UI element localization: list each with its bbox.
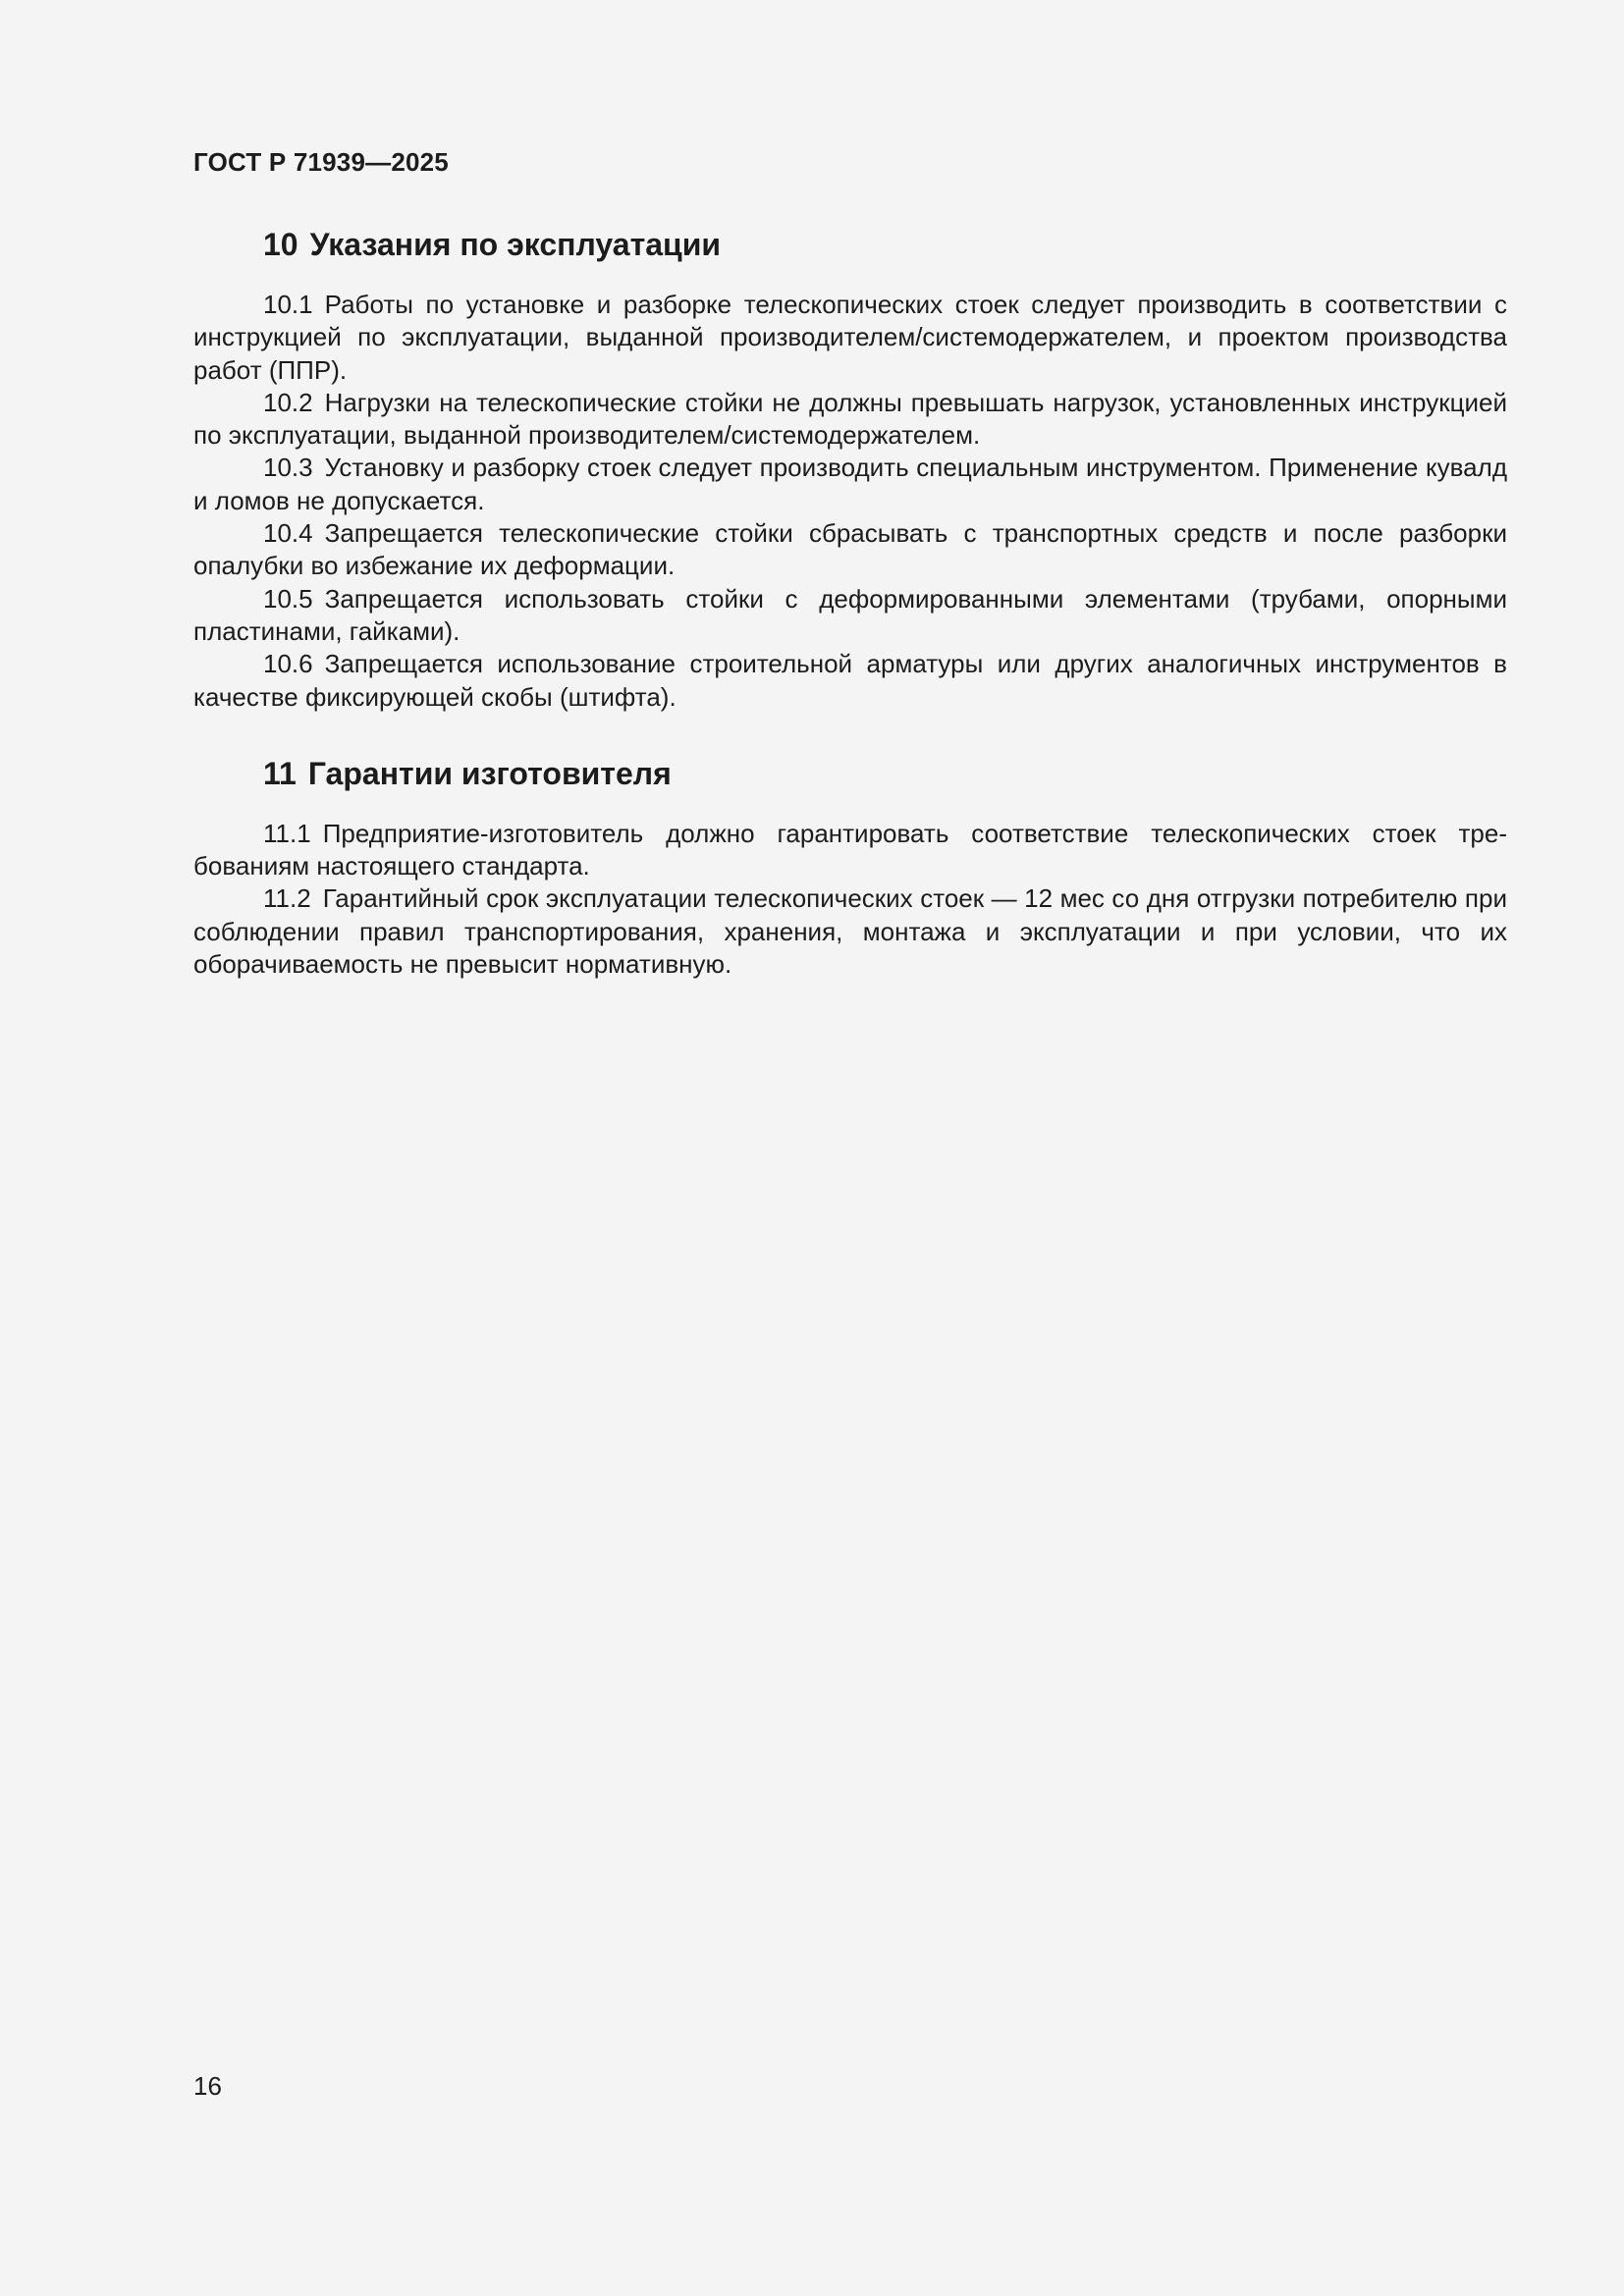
paragraph-text: Запрещается использовать стойки с деформированными элементами (трубами, опорными пластинами, гайками). xyxy=(193,583,1507,646)
section-10 xyxy=(193,220,1507,714)
paragraph-number: 10.6 xyxy=(263,649,313,679)
paragraph-text: Предприятие-изготовитель должно гарантировать соответствие телескопических стоек требованиям настоящего стандарта. xyxy=(193,818,1507,881)
paragraph-number: 10.3 xyxy=(263,453,313,483)
section-title: Указания по эксплуатации xyxy=(309,227,722,262)
paragraph-10-4 xyxy=(193,517,1507,583)
page-content xyxy=(193,220,1507,981)
section-heading xyxy=(193,749,1507,798)
paragraph-text: Гарантийный срок эксплуатации телескопических стоек — 12 мес со дня отгрузки потребителю при соблюдении правил транспортирования, хранения, монтажа и эксплуатации и при условии, что их оборачиваемость не превысит нормативную. xyxy=(193,883,1507,980)
paragraph-number: 11.1 xyxy=(263,818,311,848)
paragraph-text: Установку и разборку стоек следует производить специальным инструментом. Применение кувалд и ломов не допускается. xyxy=(193,453,1507,515)
paragraph-number: 10.4 xyxy=(263,518,313,549)
paragraph-11-1 xyxy=(193,818,1507,883)
paragraph-text: Запрещается телескопические стойки сбрасывать с транспортных средств и после разборки опалубки во избежание их деформации. xyxy=(193,518,1507,581)
paragraph-text: Работы по установке и разборке телескопических стоек следует производить в соответствии с инструкцией по эксплуатации, выданной производителем/системодержателем, и проектом производства работ (ППР). xyxy=(193,290,1507,385)
section-number: 11 xyxy=(263,755,297,791)
paragraph-number: 10.5 xyxy=(263,583,313,614)
paragraph-text: Нагрузки на телескопические стойки не должны превышать нагрузок, установленных инструкцией по эксплуатации, выданной производителем/системодержателем. xyxy=(193,387,1507,451)
section-heading xyxy=(193,220,1507,269)
paragraph-number: 10.2 xyxy=(263,387,313,417)
paragraph-text: Запрещается использование строительной арматуры или других аналогичных инструментов в качестве фиксирующей скобы (штифта). xyxy=(193,649,1507,712)
paragraph-10-2 xyxy=(193,387,1507,453)
paragraph-11-2 xyxy=(193,882,1507,981)
paragraph-10-1 xyxy=(193,289,1507,387)
section-number: 10 xyxy=(263,227,298,262)
section-title: Гарантии изготовителя xyxy=(307,755,672,791)
page-number: 16 xyxy=(193,2071,222,2101)
paragraph-number: 11.2 xyxy=(263,883,311,914)
section-11 xyxy=(193,749,1507,981)
paragraph-10-3 xyxy=(193,452,1507,517)
paragraph-10-5 xyxy=(193,583,1507,649)
paragraph-number: 10.1 xyxy=(263,290,313,319)
document-code: ГОСТ Р 71939—2025 xyxy=(193,147,449,177)
paragraph-10-6 xyxy=(193,648,1507,714)
